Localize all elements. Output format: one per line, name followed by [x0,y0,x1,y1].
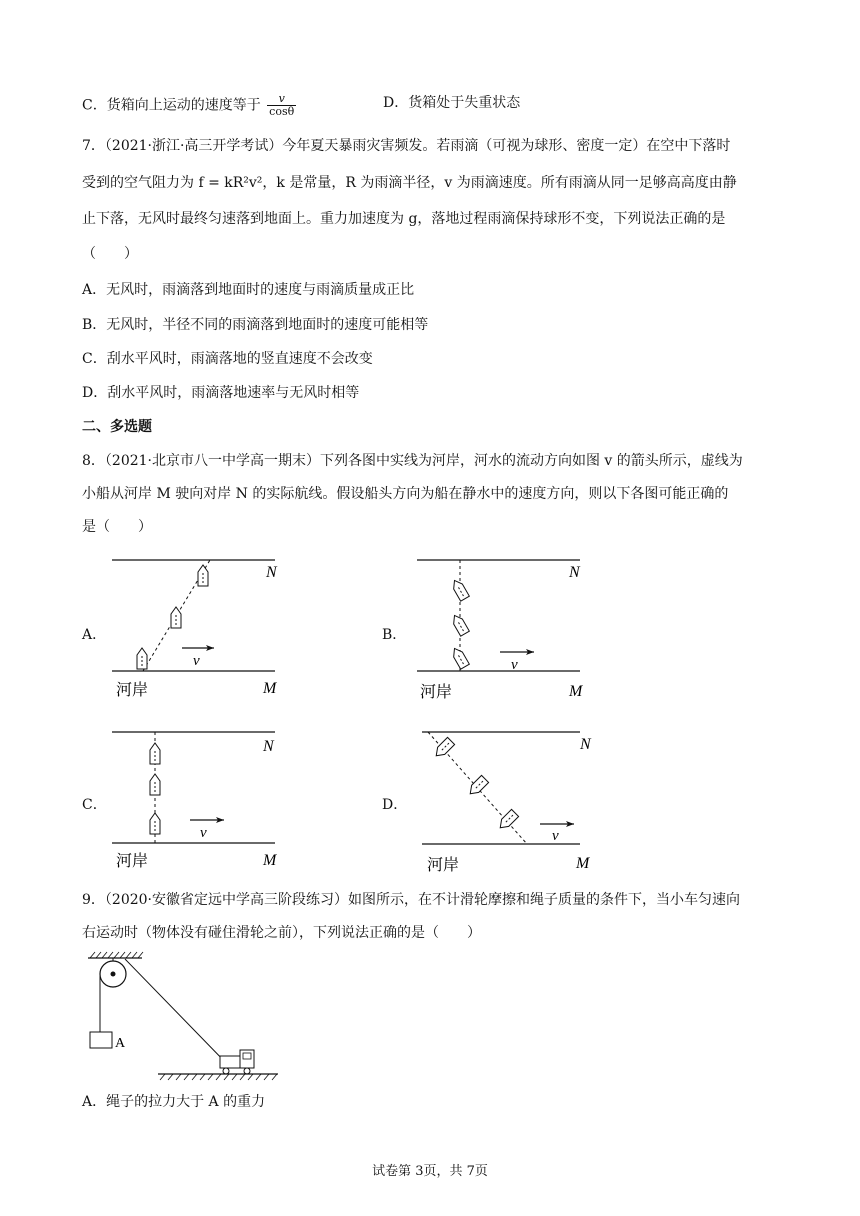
q7-option-c: C．刮水平风时，雨滴落地的竖直速度不会改变 [82,351,373,367]
bank-m-label: M [263,680,277,697]
q7-stem-line3: 止下落，无风时最终匀速落到地面上。重力加速度为 g，落地过程雨滴保持球形不变，下列说法正确的是 [82,211,726,227]
page-footer: 试卷第 3页，共 7页 [372,1164,488,1179]
q8-label-c: C． [82,797,107,813]
q8-label-a: A． [82,627,107,643]
q7-stem-line2: 受到的空气阻力为 f = kR²v²，k 是常量，R 为雨滴半径，v 为雨滴速度。所有雨滴从同一足够高高度由静 [82,175,737,191]
boat-icon [198,565,208,586]
q7-option-a: A．无风时，雨滴落到地面时的速度与雨滴质量成正比 [82,282,415,298]
q7-option-b: B．无风时，半径不同的雨滴落到地面时的速度可能相等 [82,317,429,333]
q8-stem-line1: 8．（2021·北京市八一中学高一期末）下列各图中实线为河岸，河水的流动方向如图 v 的箭头所示，虚线为 [82,453,743,469]
q6-fraction-denominator: cosθ [269,105,295,118]
q8-stem-line2: 小船从河岸 M 驶向对岸 N 的实际航线。假设船头方向为船在静水中的速度方向，则以下各图可能正确的 [82,486,729,502]
q8-stem-line3: 是（ ） [82,519,152,535]
q8-diagram-d [400,722,600,877]
q8-label-d: D． [382,797,408,813]
velocity-label: v [193,653,200,669]
truck-icon [220,1050,254,1074]
velocity-label: v [200,825,207,841]
q6-option-c-text: C．货箱向上运动的速度等于 [82,97,261,114]
bank-m-label: M [576,855,590,872]
bank-label: 河岸 [116,851,149,870]
ceiling-hatch [90,952,143,958]
bank-label: 河岸 [427,855,460,874]
boat-icon [150,813,160,834]
q6-option-c [82,93,296,118]
q8-label-b: B． [382,627,407,643]
boat-icon [137,648,147,669]
boat-icon [433,737,455,759]
boat-icon [150,743,160,764]
velocity-label: v [552,828,559,844]
rope-slanted [125,959,230,1067]
boat-icon [450,578,469,601]
section-heading-multi-choice: 二、多选题 [82,419,152,435]
q8-diagram-c [100,722,300,877]
pulley-axle [111,972,116,977]
q7-option-d: D．刮水平风时，雨滴落地速率与无风时相等 [82,385,360,401]
bank-m-label: M [569,683,583,700]
q9-stem-line1: 9．（2020·安徽省定远中学高三阶段练习）如图所示，在不计滑轮摩擦和绳子质量的条件下，当小车匀速向 [82,892,740,908]
block-a [90,1032,112,1048]
bank-label: 河岸 [116,680,149,699]
boat-icon [450,646,469,669]
q9-pulley-diagram [86,950,286,1085]
q6-fraction-numerator: v [267,93,296,106]
block-a-label: A [115,1036,126,1051]
q8-diagram-a [100,550,300,705]
q6-option-c-fraction [267,93,296,118]
q7-stem-line4: （ ） [82,246,138,262]
bank-m-label: M [263,852,277,869]
velocity-label: v [511,657,518,673]
boat-icon [150,774,160,795]
boat-icon [467,775,489,797]
q6-option-d: D．货箱处于失重状态 [383,95,521,111]
ground-hatch [160,1074,277,1080]
bank-label: 河岸 [420,682,453,701]
q8-diagram-b [400,550,600,705]
boat-icon [171,607,181,628]
q9-stem-line2: 右运动时（物体没有碰住滑轮之前），下列说法正确的是（ ） [82,925,481,941]
bank-n-label: N [580,736,591,753]
q9-option-a: A．绳子的拉力大于 A 的重力 [82,1094,266,1110]
bank-n-label: N [263,738,274,755]
bank-n-label: N [569,564,580,581]
q7-stem-line1: 7．（2021·浙江·高三开学考试）今年夏天暴雨灾害频发。若雨滴（可视为球形、密度一定）在空中下落时 [82,138,731,154]
bank-n-label: N [266,564,277,581]
